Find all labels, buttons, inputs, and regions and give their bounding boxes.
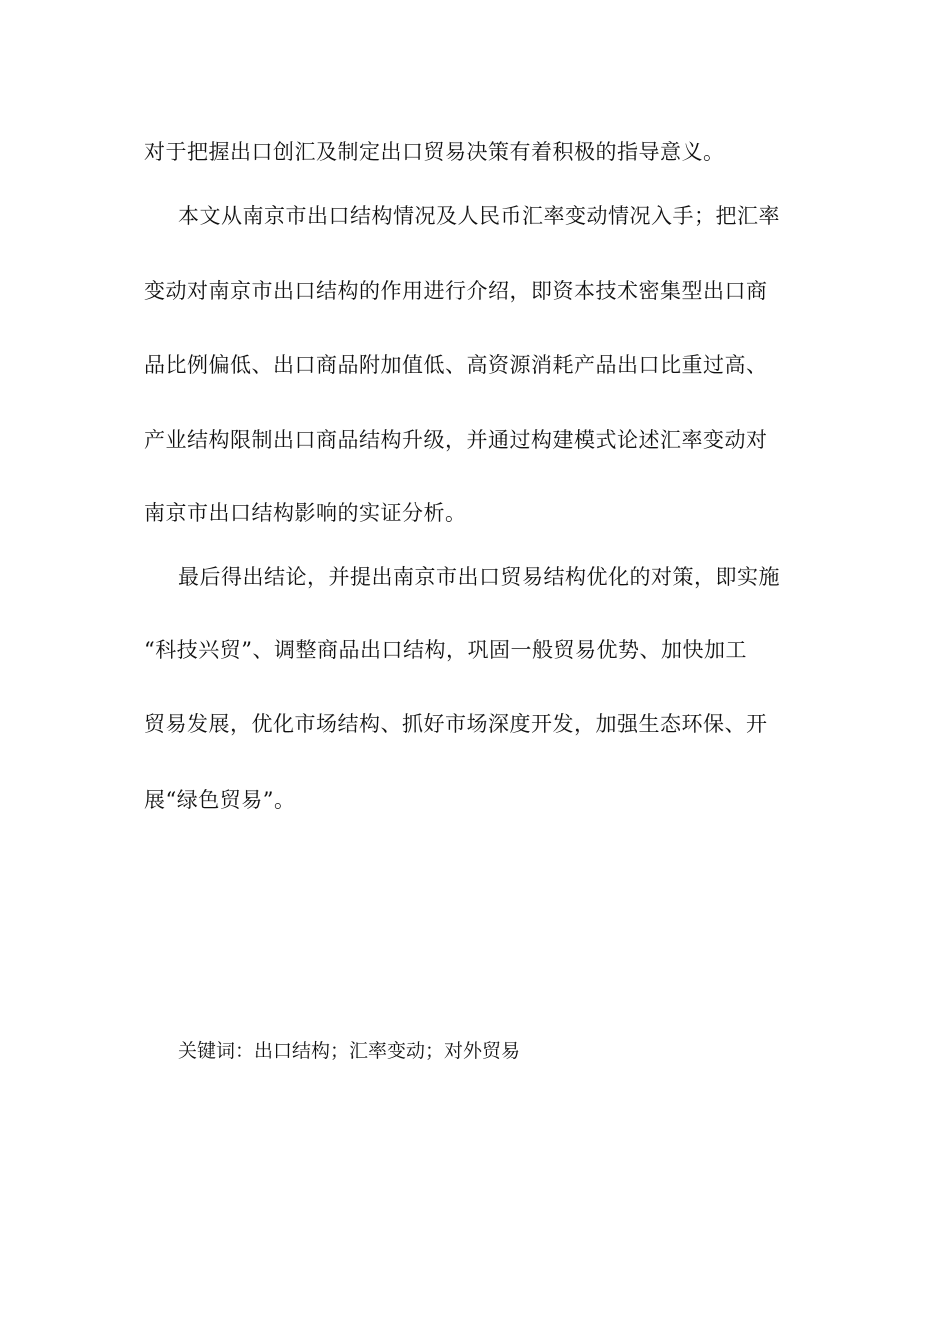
text-line: 品比例偏低、出口商品附加值低、高资源消耗产品出口比重过高、 bbox=[144, 353, 768, 377]
text-line: 对于把握出口创汇及制定出口贸易决策有着积极的指导意义。 bbox=[144, 140, 725, 164]
text-line: 变动对南京市出口结构的作用进行介绍，即资本技术密集型出口商 bbox=[144, 279, 768, 303]
text-line: 贸易发展，优化市场结构、抓好市场深度开发，加强生态环保、开 bbox=[144, 712, 768, 736]
text-line: 本文从南京市出口结构情况及人民币汇率变动情况入手；把汇率 bbox=[178, 204, 780, 228]
text-line: 产业结构限制出口商品结构升级，并通过构建模式论述汇率变动对 bbox=[144, 428, 768, 452]
text-line: 最后得出结论，并提出南京市出口贸易结构优化的对策，即实施 bbox=[178, 565, 780, 589]
text-line: “科技兴贸”、调整商品出口结构，巩固一般贸易优势、加快加工 bbox=[144, 638, 747, 662]
text-line: 展“绿色贸易”。 bbox=[144, 788, 296, 812]
keywords-line: 关键词：出口结构；汇率变动；对外贸易 bbox=[178, 1040, 521, 1062]
text-line: 南京市出口结构影响的实证分析。 bbox=[144, 501, 467, 525]
